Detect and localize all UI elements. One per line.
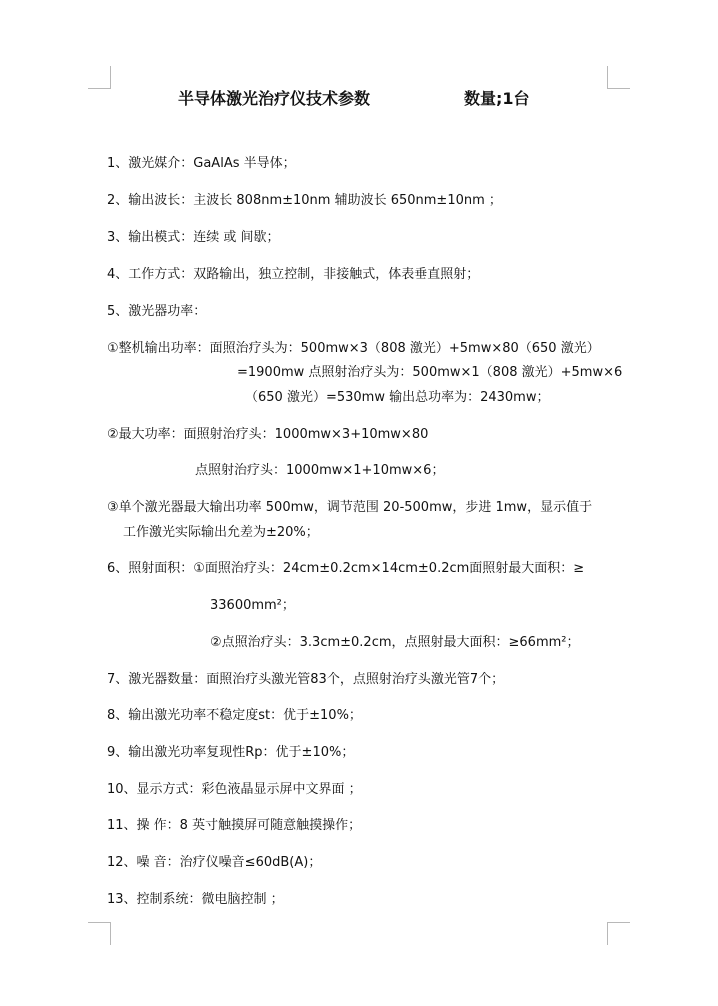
crop-mark-top-right <box>607 66 630 89</box>
spec-item-5-3-line-a: ③单个激光器最大输出功率 500mw，调节范围 20-500mw，步进 1mw，显示值于 <box>107 500 593 515</box>
spec-item-4: 4、工作方式：双路输出，独立控制，非接触式，体表垂直照射； <box>107 267 480 282</box>
spec-item-11: 11、操 作：8 英寸触摸屏可随意触摸操作； <box>107 818 362 833</box>
spec-item-5-1-line-b: =1900mw 点照射治疗头为：500mw×1（808 激光）+5mw×6 <box>237 365 623 380</box>
spec-item-6-line-b: 33600mm²； <box>210 598 295 613</box>
spec-item-5-2-line-a: ②最大功率：面照射治疗头：1000mw×3+10mw×80 <box>107 427 429 442</box>
spec-item-6-line-a: 6、照射面积：①面照治疗头：24cm±0.2cm×14cm±0.2cm面照射最大面积：≥ <box>107 561 585 576</box>
spec-item-1: 1、激光媒介：GaAlAs 半导体； <box>107 156 296 171</box>
spec-item-9: 9、输出激光功率复现性Rp：优于±10%； <box>107 745 355 760</box>
spec-item-7: 7、激光器数量：面照治疗头激光管83个，点照射治疗头激光管7个； <box>107 672 505 687</box>
spec-item-5-1-line-c: （650 激光）=530mw 输出总功率为：2430mw； <box>245 390 550 405</box>
spec-item-10: 10、显示方式：彩色液晶显示屏中文界面 ； <box>107 782 362 797</box>
spec-item-12: 12、噪 音：治疗仪噪音≤60dB(A)； <box>107 855 322 870</box>
spec-item-5-3-line-b: 工作激光实际输出允差为±20%； <box>123 525 319 540</box>
spec-item-13: 13、控制系统：微电脑控制 ； <box>107 892 284 907</box>
crop-mark-bottom-left <box>88 922 111 945</box>
spec-item-2: 2、输出波长：主波长 808nm±10nm 辅助波长 650nm±10nm ； <box>107 193 502 208</box>
crop-mark-top-left <box>88 66 111 89</box>
crop-mark-bottom-right <box>607 922 630 945</box>
spec-item-5: 5、激光器功率： <box>107 304 207 319</box>
spec-item-6-line-c: ②点照治疗头：3.3cm±0.2cm，点照射最大面积：≥66mm²； <box>210 635 580 650</box>
spec-item-5-2-line-b: 点照射治疗头：1000mw×1+10mw×6； <box>195 463 445 478</box>
spec-item-3: 3、输出模式：连续 或 间歇； <box>107 230 280 245</box>
spec-item-5-1-line-a: ①整机输出功率：面照治疗头为：500mw×3（808 激光）+5mw×80（650 激光） <box>107 341 600 356</box>
document-title: 半导体激光治疗仪技术参数 <box>178 89 371 108</box>
spec-item-8: 8、输出激光功率不稳定度st：优于±10%； <box>107 708 362 723</box>
quantity-label: 数量;1台 <box>464 89 530 108</box>
